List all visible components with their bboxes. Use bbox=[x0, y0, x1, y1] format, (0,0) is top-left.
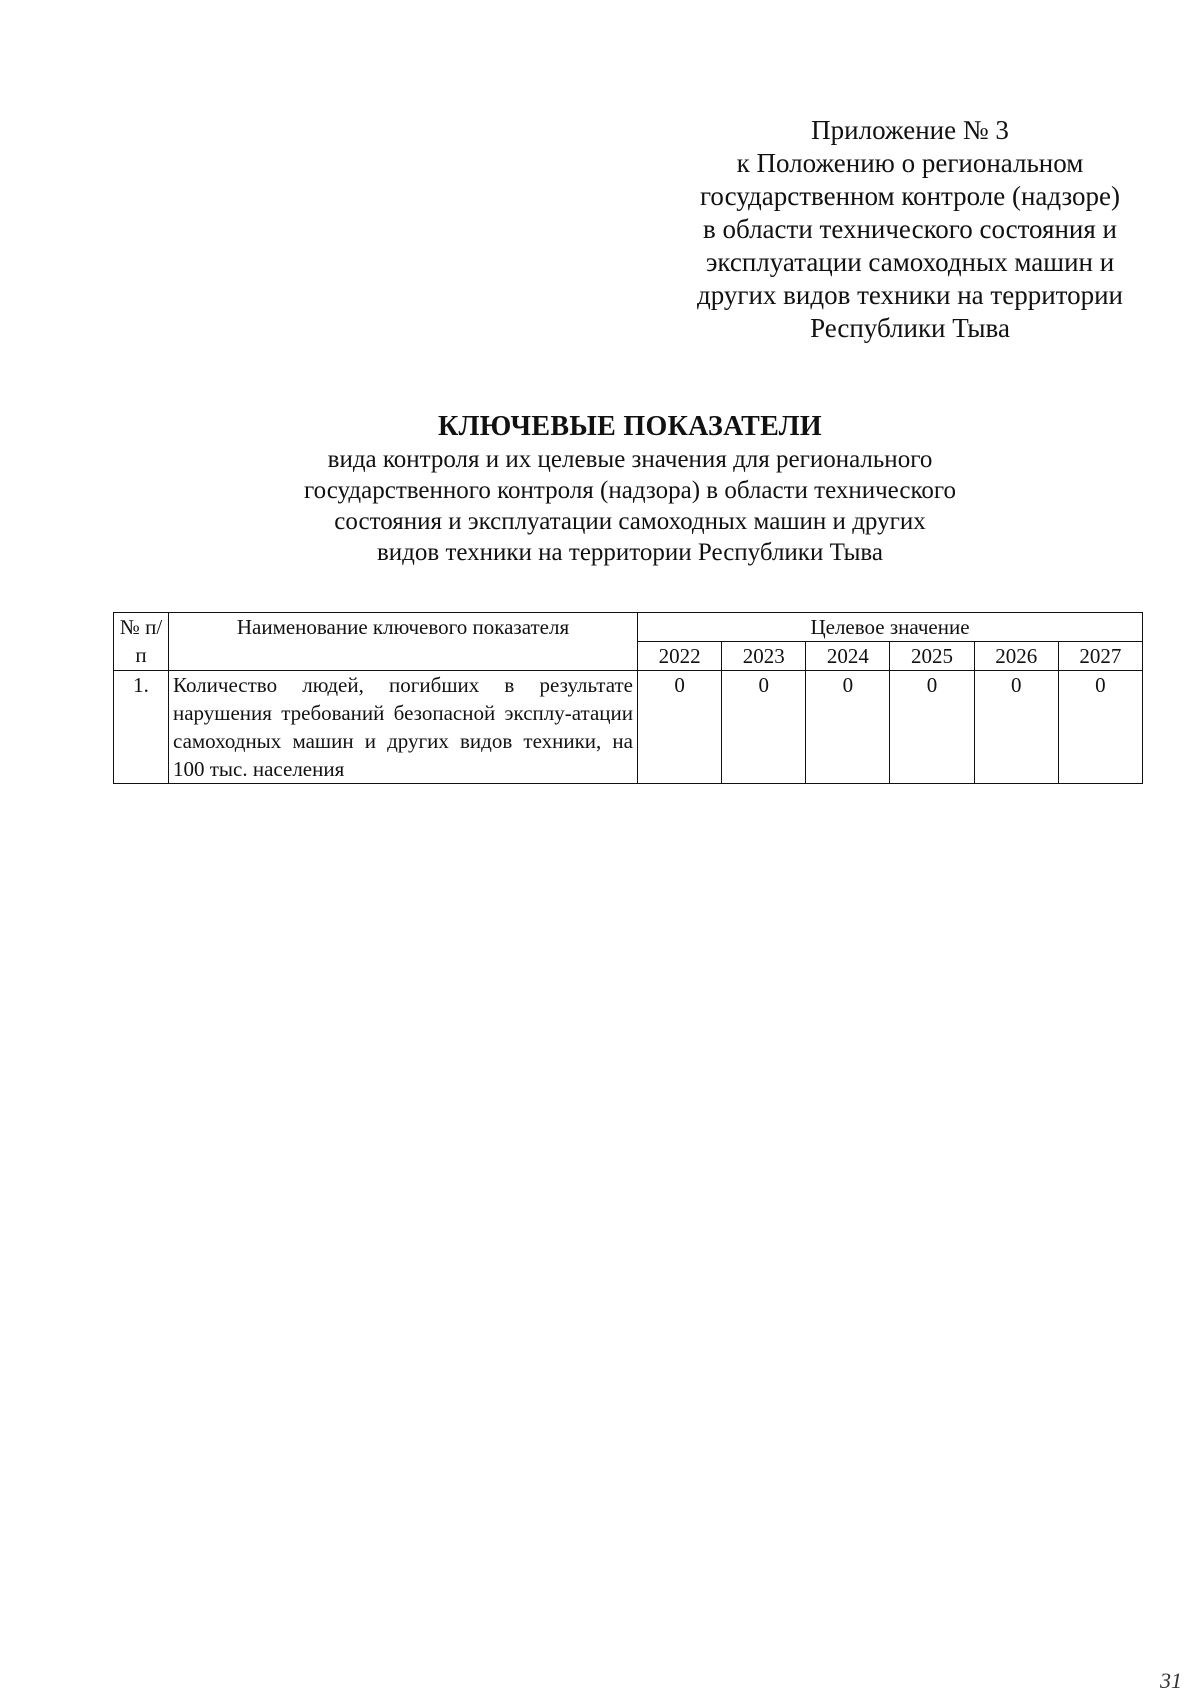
kpi-table bbox=[113, 612, 1143, 784]
target-value: 0 bbox=[890, 671, 974, 784]
table-header-row bbox=[114, 613, 1143, 642]
header-year: 2027 bbox=[1058, 642, 1142, 671]
header-target: Целевое значение bbox=[638, 613, 1143, 642]
document-title-block bbox=[200, 410, 1060, 568]
header-year: 2024 bbox=[806, 642, 890, 671]
subtitle-line: государственного контроля (надзора) в области технического bbox=[303, 477, 956, 504]
page-number: 31 bbox=[1160, 1668, 1182, 1693]
header-year: 2022 bbox=[638, 642, 722, 671]
appendix-line: Республики Тыва bbox=[810, 313, 1010, 343]
appendix-line: к Положению о региональном bbox=[736, 148, 1084, 178]
subtitle-line: вида контроля и их целевые значения для регионального bbox=[327, 446, 933, 473]
target-value: 0 bbox=[974, 671, 1058, 784]
header-name: Наименование ключевого показателя bbox=[169, 613, 638, 671]
subtitle-line: видов техники на территории Республики Тыва bbox=[377, 539, 883, 566]
table-row bbox=[114, 671, 1143, 784]
subtitle-line: состояния и эксплуатации самоходных машин и других bbox=[334, 508, 926, 535]
appendix-line: Приложение № 3 bbox=[811, 115, 1009, 145]
appendix-line: в области технического состояния и bbox=[703, 214, 1117, 244]
appendix-line: государственном контроле (надзоре) bbox=[700, 181, 1120, 211]
page-subtitle bbox=[200, 444, 1060, 568]
indicator-name: Количество людей, погибших в результате нарушения требований безопасной эксплу-атации самоходных машин и других видов техники, на 100 тыс. населения bbox=[169, 671, 638, 784]
header-year: 2026 bbox=[974, 642, 1058, 671]
target-value: 0 bbox=[722, 671, 806, 784]
target-value: 0 bbox=[806, 671, 890, 784]
target-value: 0 bbox=[1058, 671, 1142, 784]
appendix-line: других видов техники на территории bbox=[697, 280, 1123, 310]
row-num: 1. bbox=[114, 671, 169, 784]
header-year: 2025 bbox=[890, 642, 974, 671]
header-num: № п/п bbox=[114, 613, 169, 671]
target-value: 0 bbox=[638, 671, 722, 784]
appendix-reference bbox=[680, 114, 1140, 345]
header-year: 2023 bbox=[722, 642, 806, 671]
appendix-line: эксплуатации самоходных машин и bbox=[705, 247, 1115, 277]
page-title: КЛЮЧЕВЫЕ ПОКАЗАТЕЛИ bbox=[438, 411, 822, 442]
